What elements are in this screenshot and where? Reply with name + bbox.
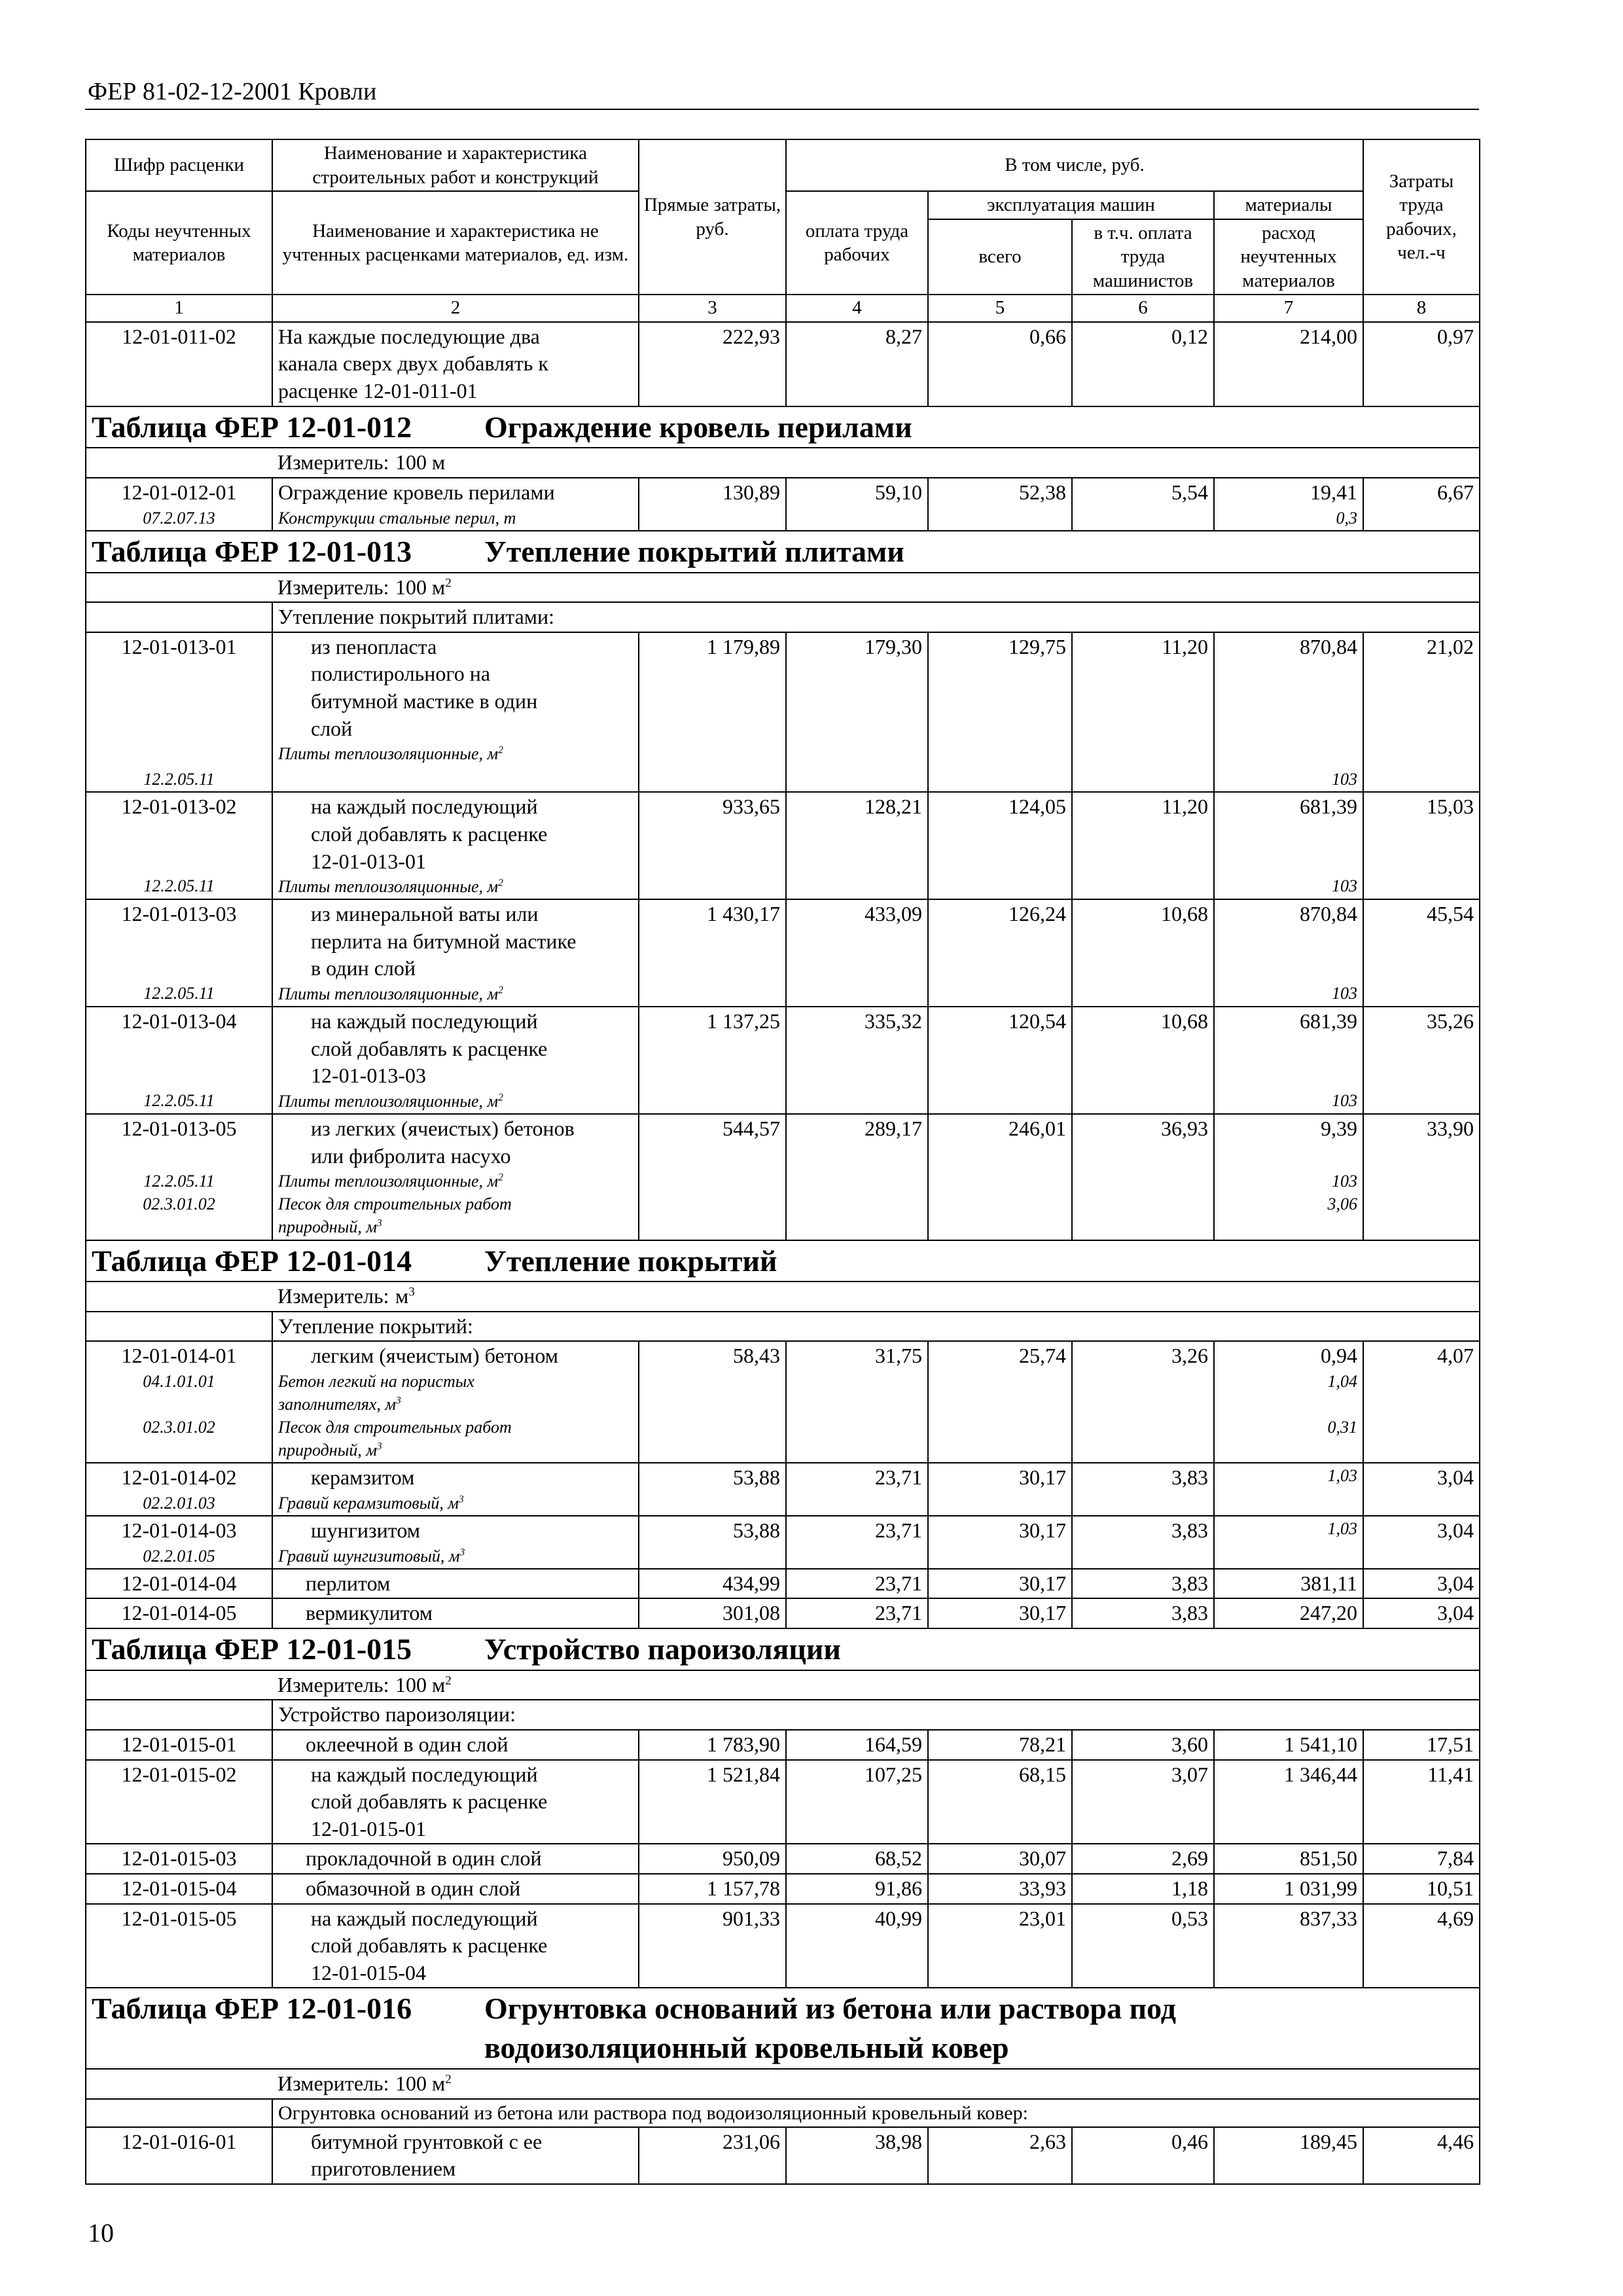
materials-cost: 381,11: [1214, 1569, 1363, 1599]
group-label-row: [86, 2099, 1480, 2127]
wages: 433,09: [786, 899, 928, 1007]
materials-cost: 9,39: [1321, 1117, 1357, 1141]
measure-unit-row: Измеритель: 100 $м^2$: [86, 2069, 1480, 2099]
rate-code: 12-01-013-02: [121, 795, 237, 819]
section-heading: [86, 1240, 1480, 1282]
rate-code: 12-01-012-01: [121, 480, 237, 505]
labor-hours: 6,67: [1363, 478, 1480, 531]
labor-hours: 3,04: [1363, 1516, 1480, 1569]
labor-hours: 21,02: [1363, 632, 1480, 793]
rate-code: 12-01-014-05: [86, 1598, 272, 1628]
table-header: [86, 139, 1480, 322]
wages: 179,30: [786, 632, 928, 793]
materials-cost: 19,41: [1310, 480, 1357, 505]
direct-costs: 933,65: [639, 792, 786, 899]
machines-total: 33,93: [928, 1874, 1072, 1904]
table-row: [86, 1874, 1480, 1904]
labor-hours: 33,90: [1363, 1114, 1480, 1240]
rate-code: 12-01-014-01: [121, 1344, 237, 1368]
direct-costs: 1 783,90: [639, 1730, 786, 1760]
materials-cost: 214,00: [1214, 322, 1363, 406]
material-name: Гравий шунгизитовый, $м^3$: [278, 1546, 465, 1566]
work-name: из пенопласта: [311, 634, 437, 658]
material-qty: 1,03: [1327, 1519, 1357, 1539]
machinist-wages: 5,54: [1072, 478, 1214, 531]
rate-code: 12-01-015-01: [86, 1730, 272, 1760]
machines-total: 124,05: [928, 792, 1072, 899]
material-name: Плиты теплоизоляционные, $м^2$: [278, 1172, 503, 1191]
direct-costs: 53,88: [639, 1516, 786, 1569]
labor-hours: 3,04: [1363, 1463, 1480, 1516]
material-name: Песок для строительных работ: [278, 1194, 512, 1214]
price-table: [85, 139, 1480, 2185]
materials-cost: 1 031,99: [1214, 1874, 1363, 1904]
machines-total: 120,54: [928, 1007, 1072, 1114]
labor-hours: 3,04: [1363, 1569, 1480, 1599]
rate-code: 12-01-014-03: [121, 1518, 237, 1543]
work-name: легким (ячеистым) бетоном: [311, 1344, 558, 1368]
section-heading: [86, 1988, 1480, 2069]
section-heading: [86, 1628, 1480, 1670]
machinist-wages: 3,60: [1072, 1730, 1214, 1760]
rate-code: 12-01-015-04: [86, 1874, 272, 1904]
header-rule: [85, 109, 1479, 110]
materials-cost: 681,39: [1300, 1009, 1357, 1033]
unit-label: Измеритель:: [277, 1672, 389, 1696]
machinist-wages: 0,12: [1072, 322, 1214, 406]
table-row: [86, 1569, 1480, 1599]
material-name: Плиты теплоизоляционные, $м^2$: [278, 877, 503, 897]
table-row: 12-01-013-05 12.2.05.11 02.3.01.02 из легких (ячеистых) бетонов или фибролита насухо Плиты теплоизоляционные, $м^2$ Песок для строительных работ природный, $м^3$ 544,57 289,17 246,01 36,93 9,39 103 3,06 33,90: [86, 1114, 1480, 1240]
table-number: Таблица ФЕР 12-01-016: [92, 1992, 412, 2026]
direct-costs: 301,08: [639, 1598, 786, 1628]
material-code: 02.3.01.02: [143, 1194, 215, 1213]
machines-total: 30,17: [928, 1598, 1072, 1628]
rate-code: 12-01-011-02: [86, 322, 272, 406]
group-label: Утепление покрытий:: [272, 1312, 1480, 1342]
labor-hours: 4,69: [1363, 1904, 1480, 1988]
machines-total: 25,74: [928, 1341, 1072, 1463]
labor-hours: 35,26: [1363, 1007, 1480, 1114]
rate-code: 12-01-015-05: [86, 1904, 272, 1988]
machinist-wages: 3,83: [1072, 1598, 1214, 1628]
table-row: [86, 2127, 1480, 2184]
machines-total: 30,17: [928, 1569, 1072, 1599]
table-title: Ограждение кровель перилами: [484, 410, 912, 444]
unit-label: Измеритель:: [277, 450, 389, 475]
machinist-wages: 3,26: [1072, 1341, 1214, 1463]
rate-code: 12-01-016-01: [86, 2127, 272, 2184]
wages: 38,98: [786, 2127, 928, 2184]
group-label-row: [86, 602, 1480, 632]
direct-costs: 1 179,89: [639, 632, 786, 793]
machinist-wages: 36,93: [1072, 1114, 1214, 1240]
material-code: 02.3.01.02: [143, 1418, 215, 1437]
table-row: [86, 1516, 1480, 1569]
measure-unit-row: [86, 448, 1480, 478]
materials-cost: 837,33: [1214, 1904, 1363, 1988]
wages: 8,27: [786, 322, 928, 406]
table-title: Утепление покрытий: [484, 1244, 777, 1278]
work-name: шунгизитом: [311, 1518, 420, 1543]
direct-costs: 1 430,17: [639, 899, 786, 1007]
labor-hours: 3,04: [1363, 1598, 1480, 1628]
materials-cost: 681,39: [1300, 795, 1357, 819]
header-material-names: Наименование и характеристика не учтенных расценками материалов, ед. изм.: [272, 191, 639, 295]
machinist-wages: 3,83: [1072, 1463, 1214, 1516]
header-machinist-wages: в т.ч. оплата труда машинистов: [1072, 219, 1214, 295]
unit-value: 100 м: [395, 575, 446, 599]
section-heading: [86, 531, 1480, 573]
wages: 91,86: [786, 1874, 928, 1904]
group-label-row: [86, 1312, 1480, 1342]
table-row: [86, 1598, 1480, 1628]
materials-cost: 870,84: [1300, 634, 1357, 658]
wages: 107,25: [786, 1760, 928, 1844]
group-label-row: [86, 1700, 1480, 1730]
rate-code: 12-01-015-03: [86, 1844, 272, 1874]
labor-hours: 4,46: [1363, 2127, 1480, 2184]
wages: 128,21: [786, 792, 928, 899]
machines-total: 23,01: [928, 1904, 1072, 1988]
header-name: Наименование и характеристика строительных работ и конструкций: [272, 139, 639, 191]
wages: 23,71: [786, 1463, 928, 1516]
materials-cost: 870,84: [1300, 902, 1357, 926]
rate-code: 12-01-013-01: [121, 634, 237, 658]
material-code: 02.2.01.03: [143, 1494, 215, 1513]
table-row: 12-01-013-04 12.2.05.11 на каждый последующий слой добавлять к расценке 12-01-013-03 Плиты теплоизоляционные, $м^2$ 1 137,25 335,32 120,54 10,68 681,39 103 35,26: [86, 1007, 1480, 1114]
page-number: 10: [88, 2218, 114, 2248]
table-row: [86, 1760, 1480, 1844]
table-row: 12-01-013-03 12.2.05.11 из минеральной ваты или перлита на битумной мастике в один слой Плиты теплоизоляционные, $м^2$ 1 430,17 433,09 126,24 10,68 870,84 103 45,54: [86, 899, 1480, 1007]
column-numbers: [86, 295, 1480, 322]
direct-costs: 130,89: [639, 478, 786, 531]
col-number: 7: [1214, 295, 1363, 322]
labor-hours: 45,54: [1363, 899, 1480, 1007]
machinist-wages: 0,53: [1072, 1904, 1214, 1988]
header-material-codes: Коды неучтенных материалов: [86, 191, 272, 295]
work-name: перлитом: [272, 1569, 639, 1599]
material-name: Гравий керамзитовый, $м^3$: [278, 1494, 464, 1513]
material-qty: 0,3: [1336, 508, 1357, 528]
materials-cost: 0,94: [1321, 1344, 1357, 1368]
machinist-wages: 3,83: [1072, 1516, 1214, 1569]
machinist-wages: 3,83: [1072, 1569, 1214, 1599]
direct-costs: 58,43: [639, 1341, 786, 1463]
material-qty: 0,31: [1327, 1418, 1357, 1437]
table-title: Устройство пароизоляции: [484, 1632, 841, 1666]
direct-costs: 53,88: [639, 1463, 786, 1516]
col-number: 5: [928, 295, 1072, 322]
unit-value: м: [395, 1284, 409, 1308]
materials-cost: 247,20: [1214, 1598, 1363, 1628]
machinist-wages: 10,68: [1072, 1007, 1214, 1114]
table-row: [86, 322, 1480, 406]
direct-costs: 434,99: [639, 1569, 786, 1599]
direct-costs: 222,93: [639, 322, 786, 406]
rate-code: 12-01-014-02: [121, 1465, 237, 1490]
wages: 164,59: [786, 1730, 928, 1760]
wages: 23,71: [786, 1516, 928, 1569]
work-name: прокладочной в один слой: [272, 1844, 639, 1874]
material-qty: 103: [1332, 983, 1357, 1003]
wages: 40,99: [786, 1904, 928, 1988]
header-materials: материалы: [1214, 191, 1363, 219]
material-name: Песок для строительных работ: [278, 1418, 512, 1437]
labor-hours: 15,03: [1363, 792, 1480, 899]
work-name: вермикулитом: [272, 1598, 639, 1628]
machinist-wages: 2,69: [1072, 1844, 1214, 1874]
material-code: 02.2.01.05: [143, 1546, 215, 1566]
machinist-wages: 11,20: [1072, 632, 1214, 793]
machines-total: 30,17: [928, 1463, 1072, 1516]
work-name: на каждый последующий: [311, 1009, 538, 1033]
material-qty: 103: [1332, 770, 1357, 789]
labor-hours: 4,07: [1363, 1341, 1480, 1463]
material-name: Конструкции стальные перил, т: [278, 508, 516, 528]
col-number: 1: [86, 295, 272, 322]
work-name: оклеечной в один слой: [272, 1730, 639, 1760]
material-qty: 103: [1332, 1171, 1357, 1191]
material-qty: 103: [1332, 876, 1357, 895]
measure-unit-row: Измеритель: $м^3$: [86, 1282, 1480, 1312]
direct-costs: 901,33: [639, 1904, 786, 1988]
unit-label: Измеритель:: [277, 2071, 389, 2095]
document-title: ФЕР 81-02-12-2001 Кровли: [88, 78, 377, 105]
labor-hours: 7,84: [1363, 1844, 1480, 1874]
work-name: на каждый последующий: [311, 795, 538, 819]
machines-total: 52,38: [928, 478, 1072, 531]
material-name: Плиты теплоизоляционные, $м^2$: [278, 744, 503, 764]
machines-total: 0,66: [928, 322, 1072, 406]
machinist-wages: 3,07: [1072, 1760, 1214, 1844]
table-number: Таблица ФЕР 12-01-015: [92, 1632, 412, 1666]
machinist-wages: 10,68: [1072, 899, 1214, 1007]
direct-costs: 544,57: [639, 1114, 786, 1240]
wages: 68,52: [786, 1844, 928, 1874]
work-name: из легких (ячеистых) бетонов: [311, 1117, 575, 1141]
table-row: 12-01-014-01 04.1.01.01 02.3.01.02 легким (ячеистым) бетоном Бетон легкий на пористых заполнителях, $м^3$ Песок для строительных работ природный, $м^3$ 58,43 31,75 25,74 3,26 0,94 1,04 0,31 4,07: [86, 1341, 1480, 1463]
direct-costs: 231,06: [639, 2127, 786, 2184]
materials-cost: 189,45: [1214, 2127, 1363, 2184]
rate-code: 12-01-013-03: [121, 902, 237, 926]
materials-cost: 1 541,10: [1214, 1730, 1363, 1760]
measure-unit-row: Измеритель: 100 $м^2$: [86, 1670, 1480, 1700]
material-qty: 1,03: [1327, 1466, 1357, 1486]
material-code: 04.1.01.01: [143, 1372, 215, 1391]
unit-label: Измеритель:: [277, 575, 389, 599]
header-wages: оплата труда рабочих: [786, 191, 928, 295]
work-name: На каждые последующие два канала сверх двух добавлять к расценке 12-01-011-01: [272, 322, 639, 406]
col-number: 6: [1072, 295, 1214, 322]
unit-value: 100 м: [395, 450, 446, 475]
material-qty: 1,04: [1327, 1372, 1357, 1391]
work-name: на каждый последующий слой добавлять к расценке 12-01-015-01: [272, 1760, 639, 1844]
machines-total: 129,75: [928, 632, 1072, 793]
table-number: Таблица ФЕР 12-01-013: [92, 534, 412, 568]
machines-total: 68,15: [928, 1760, 1072, 1844]
work-name: из минеральной ваты или: [311, 902, 539, 926]
header-material-consumption: расход неучтенных материалов: [1214, 219, 1363, 295]
material-code: 12.2.05.11: [143, 983, 215, 1003]
machines-total: 30,07: [928, 1844, 1072, 1874]
table-row: [86, 478, 1480, 531]
machinist-wages: 1,18: [1072, 1874, 1214, 1904]
labor-hours: 17,51: [1363, 1730, 1480, 1760]
group-label: Устройство пароизоляции:: [272, 1700, 1480, 1730]
group-label: Утепление покрытий плитами:: [272, 602, 1480, 632]
col-number: 2: [272, 295, 639, 322]
wages: 335,32: [786, 1007, 928, 1114]
wages: 289,17: [786, 1114, 928, 1240]
table-number: Таблица ФЕР 12-01-012: [92, 410, 412, 444]
material-code: 12.2.05.11: [143, 1171, 215, 1191]
work-name: на каждый последующий слой добавлять к расценке 12-01-015-04: [272, 1904, 639, 1988]
work-name: керамзитом: [311, 1465, 415, 1490]
material-code: 07.2.07.13: [143, 508, 215, 528]
header-code: Шифр расценки: [86, 139, 272, 191]
material-name: Плиты теплоизоляционные, $м^2$: [278, 984, 503, 1004]
unit-label: Измеритель:: [277, 1284, 389, 1308]
table-row: [86, 1844, 1480, 1874]
header-machines: эксплуатация машин: [928, 191, 1214, 219]
machinist-wages: 0,46: [1072, 2127, 1214, 2184]
wages: 23,71: [786, 1569, 928, 1599]
header-including: В том числе, руб.: [786, 139, 1363, 191]
rate-code: 12-01-014-04: [86, 1569, 272, 1599]
labor-hours: 11,41: [1363, 1760, 1480, 1844]
table-number: Таблица ФЕР 12-01-014: [92, 1244, 412, 1278]
table-row: [86, 1463, 1480, 1516]
unit-value: 100 м: [395, 1672, 446, 1696]
machines-total: 246,01: [928, 1114, 1072, 1240]
material-name: Бетон легкий на пористых: [278, 1372, 474, 1391]
header-machines-total: всего: [928, 219, 1072, 295]
col-number: 3: [639, 295, 786, 322]
direct-costs: 1 137,25: [639, 1007, 786, 1114]
material-qty: 3,06: [1327, 1194, 1357, 1213]
table-row: [86, 1904, 1480, 1988]
machinist-wages: 11,20: [1072, 792, 1214, 899]
direct-costs: 1 521,84: [639, 1760, 786, 1844]
material-code: 12.2.05.11: [143, 876, 215, 895]
table-row: 12-01-013-02 12.2.05.11 на каждый последующий слой добавлять к расценке 12-01-013-01 Плиты теплоизоляционные, $м^2$ 933,65 128,21 124,05 11,20 681,39 103 15,03: [86, 792, 1480, 899]
material-qty: 103: [1332, 1090, 1357, 1110]
table-title: Утепление покрытий плитами: [484, 534, 904, 568]
work-name: обмазочной в один слой: [272, 1874, 639, 1904]
work-name: битумной грунтовкой с ее приготовлением: [272, 2127, 639, 2184]
machines-total: 78,21: [928, 1730, 1072, 1760]
machines-total: 2,63: [928, 2127, 1072, 2184]
section-heading: [86, 406, 1480, 448]
labor-hours: 0,97: [1363, 322, 1480, 406]
col-number: 8: [1363, 295, 1480, 322]
table-row: [86, 1730, 1480, 1760]
rate-code: 12-01-013-04: [121, 1009, 237, 1033]
machines-total: 30,17: [928, 1516, 1072, 1569]
wages: 59,10: [786, 478, 928, 531]
material-name: Плиты теплоизоляционные, $м^2$: [278, 1091, 503, 1111]
measure-unit-row: Измеритель: 100 $м^2$: [86, 573, 1480, 603]
materials-cost: 851,50: [1214, 1844, 1363, 1874]
labor-hours: 10,51: [1363, 1874, 1480, 1904]
rate-code: 12-01-013-05: [121, 1117, 237, 1141]
direct-costs: 1 157,78: [639, 1874, 786, 1904]
wages: 23,71: [786, 1598, 928, 1628]
material-code: 12.2.05.11: [143, 1090, 215, 1110]
col-number: 4: [786, 295, 928, 322]
header-labor: Затраты труда рабочих, чел.-ч: [1363, 139, 1480, 295]
rate-code: 12-01-015-02: [86, 1760, 272, 1844]
direct-costs: 950,09: [639, 1844, 786, 1874]
table-row: 12-01-013-01 12.2.05.11 из пенопласта полистирольного на битумной мастике в один слой Плиты теплоизоляционные, $м^2$ 1 179,89 179,30 129,75 11,20 870,84 103 21,02: [86, 632, 1480, 793]
material-code: 12.2.05.11: [143, 770, 215, 789]
table-title: Огрунтовка оснований из бетона или раствора под водоизоляционный кровельный ковер: [484, 1992, 1177, 2065]
unit-value: 100 м: [395, 2071, 446, 2095]
header-direct-costs: Прямые затраты, руб.: [639, 139, 786, 295]
materials-cost: 1 346,44: [1214, 1760, 1363, 1844]
work-name: Ограждение кровель перилами: [278, 480, 555, 505]
group-label: Огрунтовка оснований из бетона или раствора под водоизоляционный кровельный ковер:: [272, 2099, 1480, 2127]
wages: 31,75: [786, 1341, 928, 1463]
machines-total: 126,24: [928, 899, 1072, 1007]
